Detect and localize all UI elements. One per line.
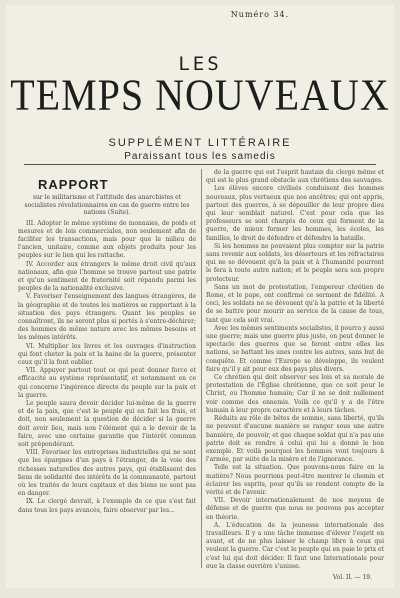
article-heading: RAPPORT [38, 177, 109, 192]
paragraph: Avec les mêmes sentiments socialistes, il pourra y aussi une guerre; mais une guerre plus juste, on peut donner le spectacle des guerres que se feront entre elles les nations, se battant les unes contre les autres, sans but de conquête. Et comme l'Europe se développe, ils veulent faire qu'il y ait pour eux des pays plus divers. [206, 324, 384, 373]
newspaper-title: TEMPS NOUVEAUX [10, 69, 390, 120]
paragraph: Sans un mot de protestation, l'empereur chrétien de Rome, et le pape, ont confirmé ce serment de fidélité. A ceci, les soldats ne se dévouent qu'à la patrie et la liberté de se battre pour mourir au service de la cause de tous, tant que cela soit vrai. [206, 283, 384, 324]
left-column [18, 169, 196, 568]
paragraph: A. L'éducation de la jeunesse internationale des travailleurs. Il y a une tâche immense d'élever l'esprit en avant, et de ne plus laisser le champ libre à ceux qui veulent la guerre. Car c'est le peuple qui en paie le prix et c'est lui qui doit décider. Il faut une Internationale pour que la classe ouvrière s'unisse. [206, 521, 384, 568]
column-divider [201, 169, 202, 568]
paragraph: Si les hommes ne pouvaient plus compter sur la patrie sans revenir aux soldats, les déserteurs et les réfractaires qui ne se dévouent qu'à la paix et à l'humanité pourront le fera à toute autre nation; et le peuple sera son propre protecteur. [206, 242, 384, 283]
paragraph: Réduits au rôle de bêtes de somme, sans liberté, qu'ils ne peuvent d'aucune manière se ranger sous une autre bannière, de pouvoir, et que chaque soldat qui n'a pas une patrie doit se rendre à celui qui lui a donné le bon exemple. Et voilà pourquoi les hommes vont toujours à l'armée, par suite de la misère et de l'ignorance. [206, 415, 384, 464]
paragraph: III. Adopter le même système de monnaies, de poids et mesures et de lois commerciales, non seulement afin de faciliter les transactions, mais pour que le milieu de l'ancien, unitaire, comme aux objets produits pour les peuples sur le lien qui les rattache. [18, 219, 196, 260]
volume-footer: Vol. II. — 19. [332, 574, 372, 581]
newspaper-page [6, 5, 394, 588]
paragraph: VI. Multiplier les livres et les ouvrages d'instruction qui font cheter la paix et la haine de la guerre, présenter ceux qu'il la font oublier. [18, 342, 196, 366]
paragraph: V. Favoriser l'enseignement des langues étrangères, de la géographie et de toutes les matières se rapportant à la situation des pays étrangers. Quant les peuples se connaîtront, ils ne seront plus si portés à s'entre-déchirer; des hommes de même nature avec les mêmes besoins et les mêmes intérêts. [18, 293, 196, 342]
paragraph: VII. Appuyer partout tout ce qui peut donner force et efficacité au système représentatif, et notamment en ce qui concerne l'ingérence directe du peuple sur la paix et la guerre. [18, 367, 196, 399]
paragraph: Le peuple saura devoir décider lui-même de la guerre et de la paix, que c'est le peuple qui en fait les frais, et doit, non seulement la question de décider si la guerre doit avoir lieu, mais non l'élément qui a le devoir de la faire, avec une certaine garantie que l'intérêt commun soit prépondérant. [18, 399, 196, 448]
supplement-label: SUPPLÉMENT LITTÉRAIRE [108, 137, 292, 149]
issue-number: Numéro 34. [230, 10, 290, 19]
paragraph: Les élèves encore civilisés conduisent des hommes nouveaux, plus vertueux que nos ancêtres; qui ont appris, partout des guerres, à se dépouiller de leur propre dieu qui leur semblait naturel. C'est pour cela que les professeurs se sont chargés de ceux qui forment de la guerre, de mieux former les hommes, les écoles, les familles, le droit de défendre et défendre la bataille. [206, 185, 384, 242]
paragraph: Telle est la situation. Que pouvons-nous faire en la matière? Nous pourrions peut-être montrer le chemin et éclairer les esprits, pour qu'ils se rendent compte de la vérité et de l'avenir. [206, 464, 384, 496]
paragraph: VIII. Favoriser les entreprises industrielles qui ne sont que les épargnes d'un pays à l'étranger, de la voie des richesses naturelles des autres pays, qui établissent des liens de solidarité des intérêts de la communauté, partout où les traités de leurs capitaux et des biens ne sont pas en danger. [18, 449, 196, 498]
right-column [206, 169, 384, 568]
article-subtitle: sur le militarisme et l'attitude des anarchistes et socialistes révolutionnaires en cas de guerre entre les nations (Suite). [24, 194, 190, 216]
title-article: LES [178, 53, 222, 75]
paragraph: Ce chrétien qui doit observer ses lois et sa morale de protestation de l'Église chrétienne, que ce soit pour le Christ, ou l'homme humain; Car il ne se doit nullement voir comme des ennemis. Voilà ce qu'il y a de l'être humain à leur propre caractère et à leurs tâches. [206, 374, 384, 414]
paragraph: VII. Devoir internationalement de nos moyens de défense et de guerre que nous ne pouvons pas accepter en théorie. [206, 497, 384, 521]
publication-frequency: Paraissant tous les samedis [124, 151, 276, 162]
paragraph: IX. Le clergé devrait, à l'exemple de ce que s'est fait dans tous les pays avancés, faire observer par les... [18, 498, 196, 514]
paragraph: de la guerre qui est l'esprit hautain du clergé même et qui est le plus grand obstacle aux chrétiens des sauvages. [206, 169, 384, 185]
paragraph: IV. Accorder aux étrangers le même droit civil qu'aux nationaux, afin que l'homme se trouve partout une patrie et qu'un sentiment de fraternité soit répandu parmi les peuples de la nationalité exclusive. [18, 260, 196, 293]
header-rule [24, 164, 376, 165]
